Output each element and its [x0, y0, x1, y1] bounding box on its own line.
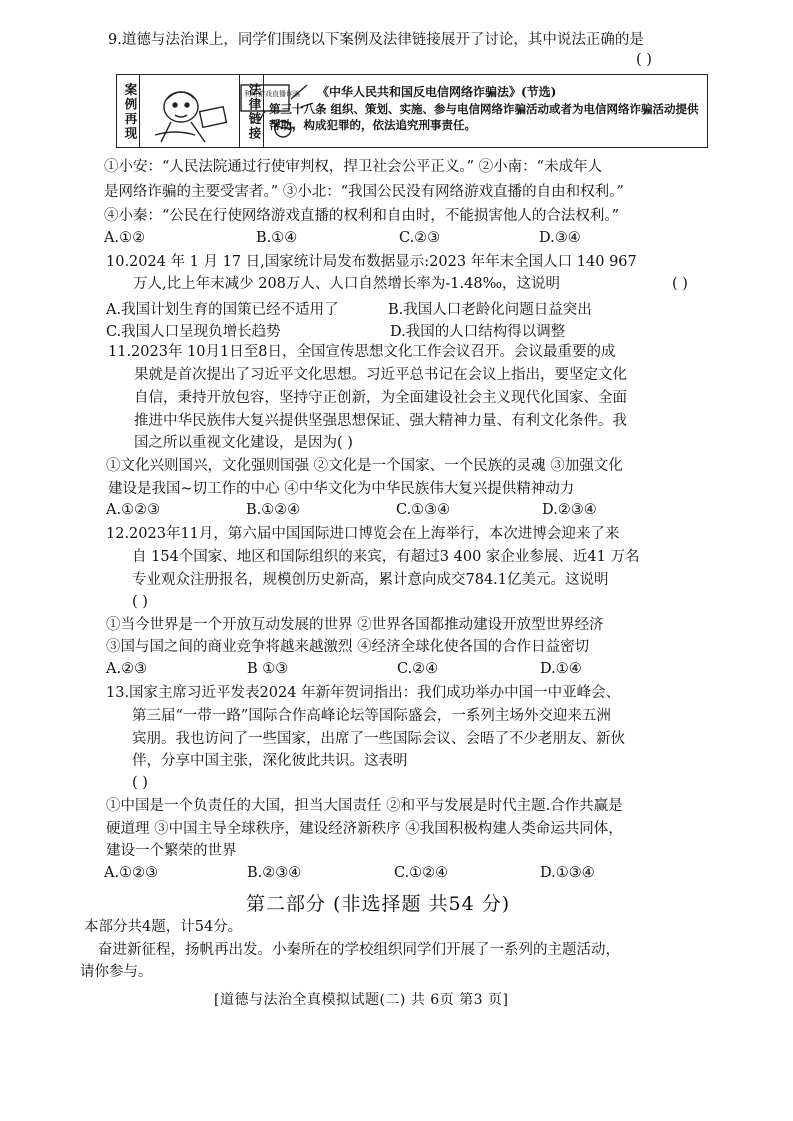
q13-option-c: C.①②④: [394, 865, 449, 881]
q11-option-c: C.①③④: [396, 502, 451, 518]
q11-item-line-1: ①文化兴则国兴，文化强则国强 ②文化是一个国家、一个民族的灵魂 ③加强文化: [106, 458, 623, 474]
q13-line-1: 13.国家主席习近平发表2024 年新年贺词指出：我们成功举办中国一中亚峰会、: [106, 685, 621, 701]
q12-line-2: 自 154个国家、地区和国际组织的来宾，有超过3 400 家企业参展、近41 万名: [132, 549, 640, 565]
q13-answer-paren: ( ): [132, 775, 148, 791]
q9-stem: 9.道德与法治课上，同学们围绕以下案例及法律链接展开了讨论，其中说法正确的是: [108, 32, 644, 48]
q9-line-2: 是网络诈骗的主要受害者。” ③小北：“我国公民没有网络游戏直播的自由和权利。”: [104, 184, 624, 200]
q11-item-line-2: 建设是我国~切工作的中心 ④中华文化为中华民族伟大复兴提供精神动力: [108, 481, 575, 497]
q13-line-4: 伴，分享中国主张，深化彼此共识。这表明: [132, 753, 408, 769]
q10-option-b: B.我国人口老龄化问题日益突出: [388, 302, 592, 318]
q13-item-line-2: 硬道理 ③中国主导全球秩序，建设经济新秩序 ④我国积极构建人类命运共同体，: [106, 821, 623, 837]
part2-line-3: 请你参与。: [80, 964, 153, 980]
q10-line-1: 10.2024 年 1 月 17 日,国家统计局发布数据显示:2023 年年末全国人口 140 967: [106, 254, 637, 270]
q12-option-a: A.②③: [106, 661, 148, 677]
q12-option-b: B ①③: [247, 661, 289, 677]
q9-line-3: ④小秦：“公民在行使网络游戏直播的权利和自由时，不能损害他人的合法权利。”: [104, 208, 620, 224]
q13-item-line-3: 建设一个繁荣的世界: [106, 843, 237, 859]
law-title: 《中华人民共和国反电信网络诈骗法》(节选): [317, 85, 557, 99]
case-divider-mid: [239, 75, 240, 147]
q9-case-box: [116, 74, 708, 148]
q13-line-3: 宾朋。我也访问了一些国家，出席了一些国际会议、会晤了不少老朋友、新伙: [132, 731, 625, 747]
case-divider-right: [263, 75, 264, 147]
q9-option-d: D.③④: [539, 230, 581, 246]
q9-option-c: C.②③: [399, 230, 441, 246]
q10-option-c: C.我国人口呈现负增长趋势: [106, 324, 281, 340]
page-footer: [道德与法治全真模拟试题(二) 共 6页 第3 页]: [214, 992, 509, 1008]
q13-item-line-1: ①中国是一个负责任的大国，担当大国责任 ②和平与发展是时代主题.合作共赢是: [106, 798, 623, 814]
q13-option-a: A.①②③: [104, 865, 159, 881]
q9-line-1: ①小安：“人民法院通过行使审判权，捍卫社会公平正义。” ②小南：“未成年人: [104, 159, 603, 175]
q12-item-line-1: ①当今世界是一个开放互动发展的世界 ②世界各国都推动建设开放型世界经济: [106, 617, 604, 633]
q9-option-b: B.①④: [256, 230, 298, 246]
q10-option-a: A.我国计划生育的国策已经不适用了: [106, 302, 339, 318]
q11-line-3: 自信，秉持开放包容，坚持守正创新，为全面建设社会主义现代化国家、全面: [134, 390, 627, 406]
q12-answer-paren: ( ): [132, 594, 148, 610]
q12-line-1: 12.2023年11月，第六届中国国际进口博览会在上海举行，本次进博会迎来了来: [106, 526, 620, 542]
q10-option-d: D.我国的人口结构得以调整: [390, 324, 566, 340]
q9-answer-paren: ( ): [636, 52, 652, 68]
q10-line-2: 万人,比上年末减少 208万人、人口自然增长率为-1.48‰，这说明: [133, 276, 561, 292]
q11-option-a: A.①②③: [106, 502, 161, 518]
part2-title: 第二部分 (非选择题 共54 分): [246, 893, 511, 915]
law-body: 第三十八条 组织、策划、实施、参与电信网络诈骗活动或者为电信网络诈骗活动提供帮助，构成犯罪的，依法追究刑事责任。: [269, 102, 699, 132]
q13-option-b: B.②③④: [247, 865, 302, 881]
q12-line-3: 专业观众注册报名，规模创历史新高，累计意向成交784.1亿美元。这说明: [132, 572, 609, 588]
part2-line-1: 本部分共4题，计54分。: [84, 919, 243, 935]
q11-line-1: 11.2023年 10月1日至8日，全国宣传思想文化工作会议召开。会议最重要的成: [108, 344, 616, 360]
q10-answer-paren: ( ): [672, 276, 688, 292]
case-divider-left: [139, 75, 140, 147]
part2-line-2: 奋进新征程，扬帆再出发。小秦所在的学校组织同学们开展了一系列的主题活动，: [98, 942, 620, 958]
q12-item-line-2: ③国与国之间的商业竞争将越来越激烈 ④经济全球化使各国的合作日益密切: [106, 639, 590, 655]
q11-option-b: B.①②④: [246, 502, 301, 518]
q11-line-5: 国之所以重视文化建设，是因为( ): [134, 435, 353, 451]
q13-option-d: D.①③④: [540, 865, 595, 881]
law-label: 法律链接: [247, 83, 262, 141]
case-label: 案例再现: [123, 83, 138, 141]
q11-line-2: 果就是首次提出了习近平文化思想。习近平总书记在会议上指出，要坚定文化: [134, 367, 627, 383]
q9-option-a: A.①②: [104, 230, 146, 246]
q11-line-4: 推进中华民族伟大复兴提供坚强思想保证、强大精神力量、有利文化条件。我: [134, 413, 627, 429]
q13-line-2: 第三届“一带一路”国际合作高峰论坛等国际盛会，一系列主场外交迎来五洲: [132, 708, 611, 724]
q12-option-c: C.②④: [397, 661, 439, 677]
cartoon-sign-text: 利用游戏直播诈骗: [244, 90, 300, 98]
q11-option-d: D.②③④: [542, 502, 597, 518]
q12-option-d: D.①④: [540, 661, 582, 677]
